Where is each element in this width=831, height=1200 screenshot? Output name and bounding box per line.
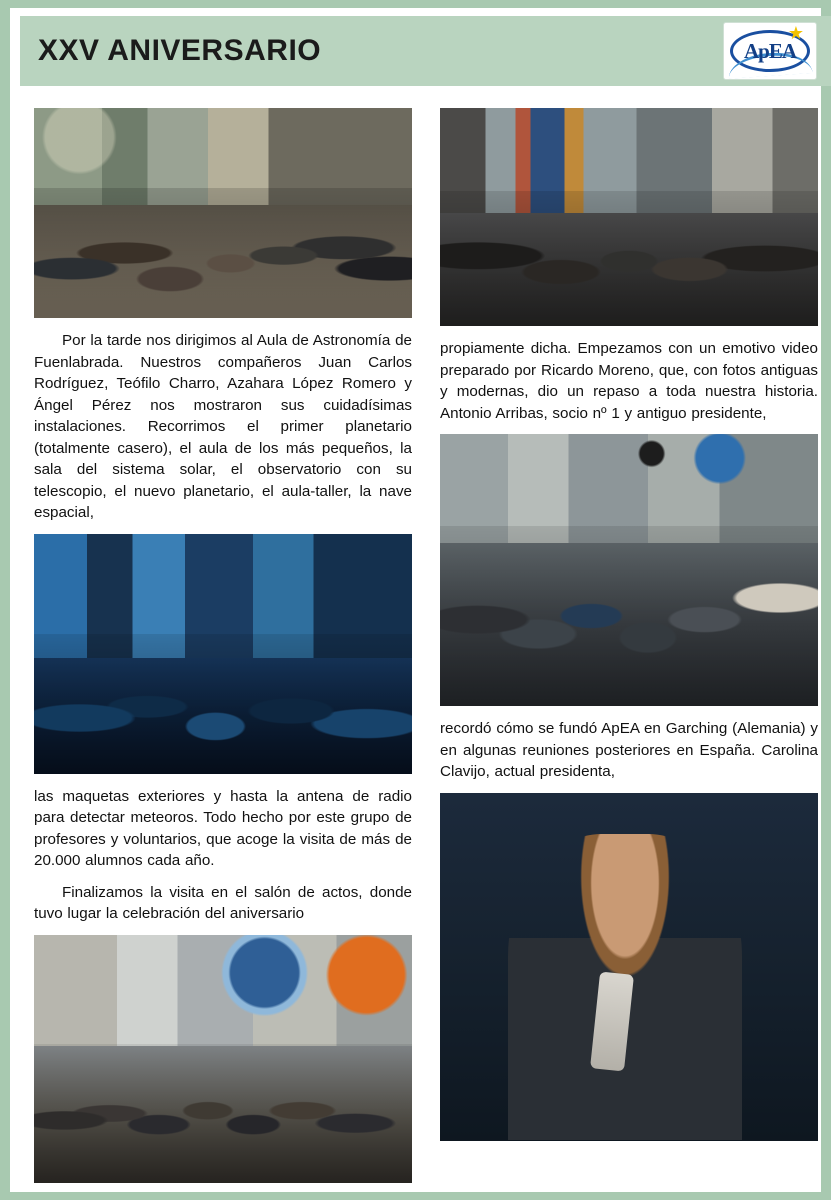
photo-nave-espacial xyxy=(34,534,412,774)
page-title: XXV ANIVERSARIO xyxy=(38,34,322,67)
right-paragraph-2: recordó cómo se fundó ApEA en Garching (Alemania) y en algunas reuniones posteriores en España. Carolina Clavijo, actual presidenta, xyxy=(440,720,818,780)
star-icon: ★ xyxy=(787,23,804,43)
right-paragraph-1: propiamente dicha. Empezamos con un emotivo video preparado por Ricardo Moreno, que, con fotos antiguas y modernas, dio un repaso a toda nuestra historia. Antonio Arribas, socio nº 1 y antiguo presidente, xyxy=(440,340,818,422)
left-paragraph-3: Finalizamos la visita en el salón de actos, donde tuvo lugar la celebración del aniversario xyxy=(34,883,412,922)
photo-aula-astronomia xyxy=(34,108,412,318)
photo-publico-salon xyxy=(440,434,818,706)
photo-foto-grupo xyxy=(34,935,412,1183)
apea-logo xyxy=(723,22,817,80)
logo-text: ApEA xyxy=(743,38,797,63)
photo-asistentes-mural xyxy=(440,108,818,326)
right-column xyxy=(440,108,818,1141)
page-header xyxy=(20,16,831,86)
article-content xyxy=(20,108,831,1200)
left-paragraph-1: Por la tarde nos dirigimos al Aula de Astronomía de Fuenlabrada. Nuestros compañeros Juan Carlos Rodríguez, Teófilo Charro, Azahara López Romero y Ángel Pérez nos mostraron sus cuidadísimas instalaciones. Recorrimos el primer planetario (totalmente casero), el aula de los más pequeños, la sala del sistema solar, el observatorio con su telescopio, el nuevo planetario, el aula-taller, la nave espacial, xyxy=(34,332,412,521)
left-column xyxy=(34,108,412,1183)
photo-carolina-clavijo xyxy=(440,793,818,1141)
left-paragraph-2: las maquetas exteriores y hasta la antena de radio para detectar meteoros. Todo hecho por este grupo de profesores y voluntarios, que acoge la visita de más de 20.000 alumnos cada año. xyxy=(34,787,412,869)
